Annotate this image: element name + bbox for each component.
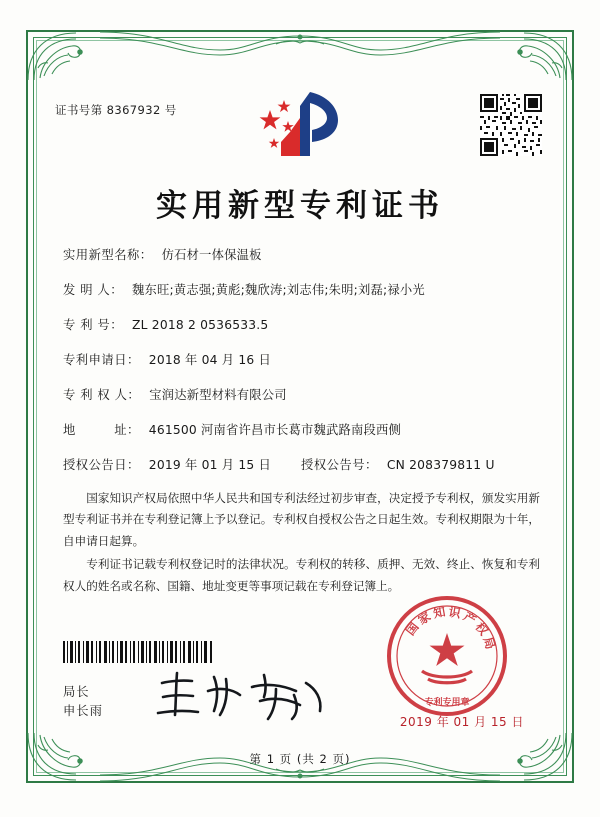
svg-text:识: 识 [447,604,462,621]
field-row-inventors [63,281,540,299]
cnipa-logo-icon [254,88,346,160]
svg-text:知: 知 [432,604,447,621]
official-seal-icon [384,593,510,719]
field-value: 2018 年 04 月 16 日 [148,352,272,367]
legal-paragraph-2: 专利证书记载专利权登记时的法律状况。专利权的转移、质押、无效、终止、恢复和专利权人的姓名或名称、国籍、地址变更等事项记载在专利登记簿上。 [63,557,540,593]
field-row-application-date [63,351,540,369]
svg-text:专利专用章: 专利专用章 [424,698,470,708]
svg-text:权: 权 [472,619,491,638]
field-value: 魏东旺;黄志强;黄彪;魏欣涛;刘志伟;朱明;刘磊;禄小光 [132,282,425,297]
seal-date: 2019 年 01 月 15 日 [399,715,524,729]
field-label-grant-date: 授权公告日： [63,457,140,472]
signatory-block [63,683,103,721]
field-value-grant-date: 2019 年 01 月 15 日 [148,457,272,472]
field-row-grant-announcement [63,456,540,474]
legal-paragraph-1: 国家知识产权局依照中华人民共和国专利法经过初步审查，决定授予专利权，颁发实用新型专利证书并在专利登记簿上予以登记。专利权自授权公告之日起生效。专利权期限为十年，自申请日起算。 [63,491,540,548]
field-value: 461500 河南省许昌市长葛市魏武路南段西侧 [148,422,401,437]
field-label: 地 址： [63,422,140,437]
field-label: 专 利 权 人： [63,387,141,402]
svg-text:国: 国 [403,619,422,638]
field-label-grant-number: 授权公告号： [301,457,378,472]
field-label: 专 利 号： [63,317,124,332]
handwritten-signature-icon [148,667,338,727]
field-label: 发 明 人： [63,282,124,297]
field-value: 宝润达新型材料有限公司 [149,387,287,402]
legal-text [63,488,540,599]
field-row-patent-number [63,316,540,334]
qr-code-icon [480,94,542,156]
field-row-address [63,421,540,439]
certificate-fields [63,246,540,491]
page-title: 实用新型专利证书 [156,188,444,224]
field-value-grant-number: CN 208379811 U [386,457,495,472]
field-value: ZL 2018 2 0536533.5 [132,317,269,332]
field-label: 专利申请日： [63,352,140,367]
field-label: 实用新型名称： [63,248,153,262]
svg-text:产: 产 [460,609,479,628]
certificate-content [36,40,564,773]
field-row-patentee [63,386,540,404]
signatory-name: 申长雨 [63,703,103,718]
signatory-title: 局长 [63,684,90,699]
certificate-number: 证书号第 8367932 号 [55,103,177,117]
barcode-icon [63,641,215,663]
field-value: 仿石材一体保温板 [161,248,262,262]
svg-text:局: 局 [480,635,498,651]
field-row-invention-name [63,246,540,264]
svg-text:家: 家 [415,609,434,628]
page-footer: 第 1 页 (共 2 页) [249,752,351,766]
